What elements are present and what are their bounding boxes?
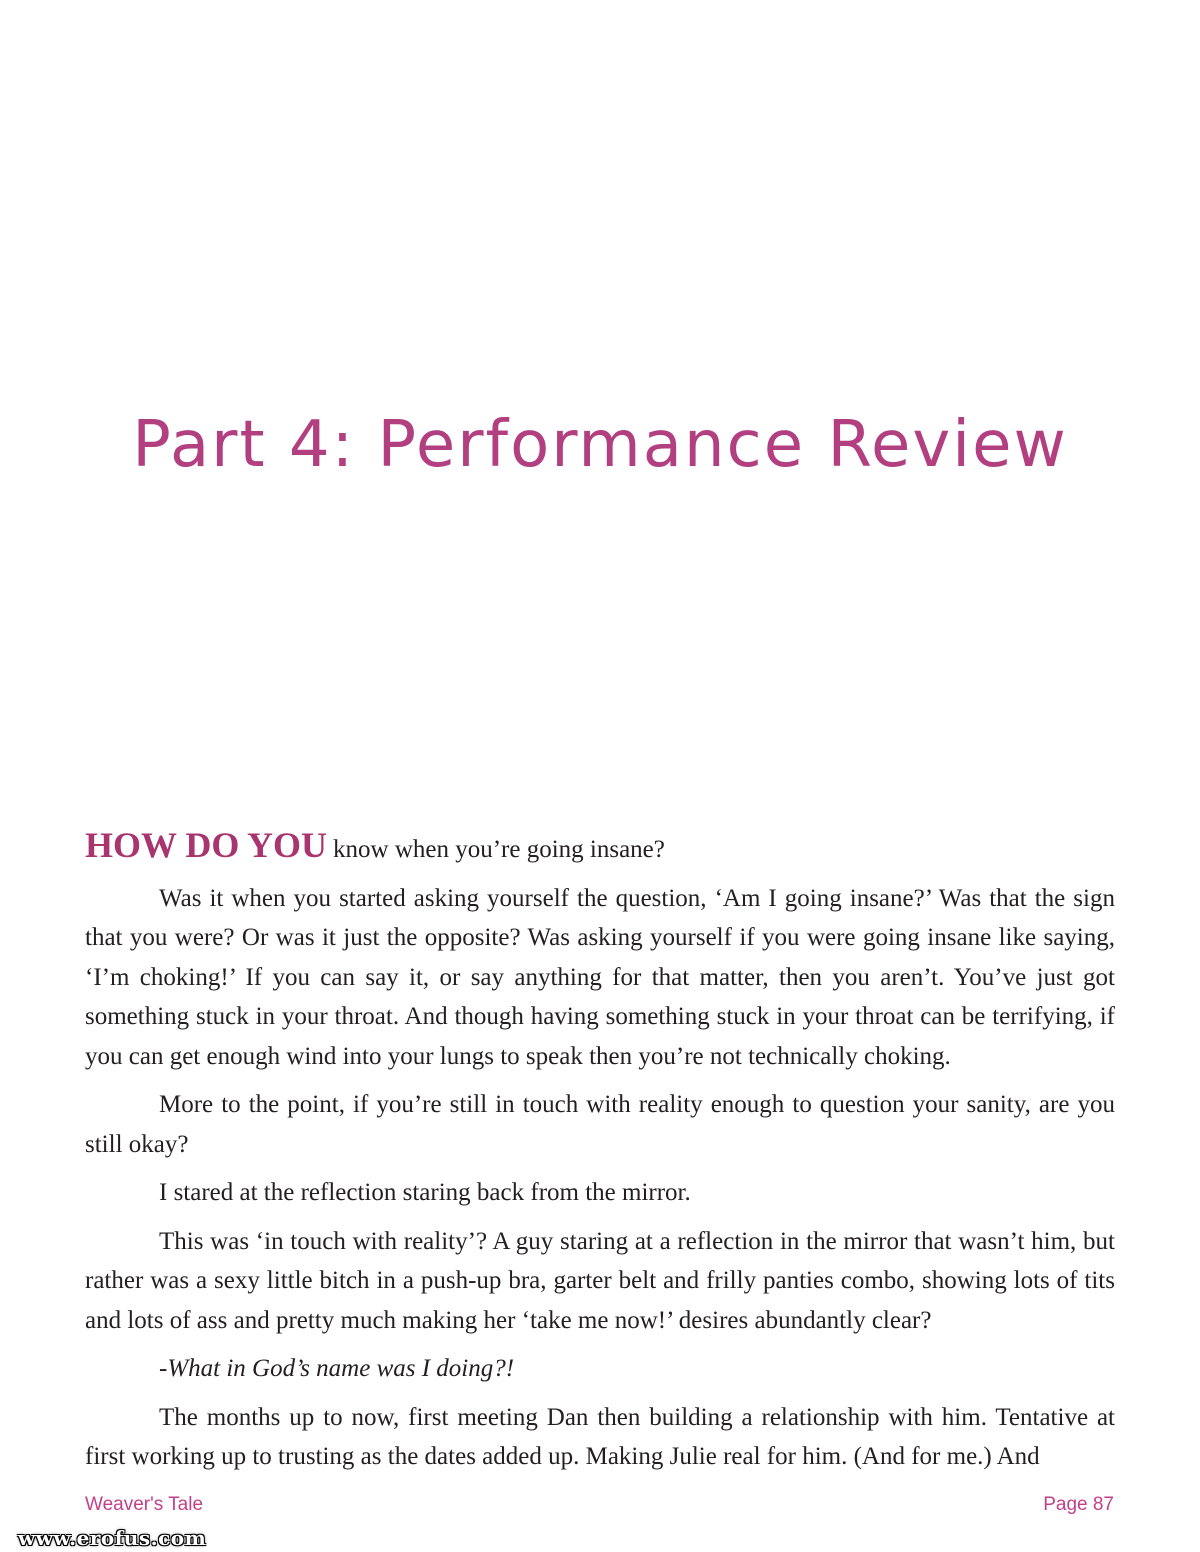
paragraph: The months up to now, first meeting Dan then building a relationship with him. Tentative at first working up to trusting as the dates added up. Making Julie real for him. (And for me.) And: [85, 1403, 1115, 1470]
footer-book-title: Weaver's Tale: [85, 1494, 204, 1515]
paragraph: I stared at the reflection staring back from the mirror.: [159, 1179, 691, 1206]
chapter-body: [85, 826, 1115, 1486]
paragraph: This was ‘in touch with reality’? A guy staring at a reflection in the mirror that wasn’t him, but rather was a sexy little bitch in a push-up bra, garter belt and frilly panties combo, showing lots of tits and lots of ass and pretty much making her ‘take me now!’ desires abundantly clear?: [85, 1227, 1115, 1334]
lead-small-caps: HOW DO YOU: [85, 825, 328, 865]
italic-thought: -What in God’s name was I doing?!: [159, 1355, 515, 1382]
site-watermark: www.erofus.com: [18, 1526, 207, 1550]
paragraph: Was it when you started asking yourself the question, ‘Am I going insane?’ Was that the sign that you were? Or was it just the opposite? Was asking yourself if you were going insane like saying, ‘I’m choking!’ If you can say it, or say anything for that matter, then you aren’t. You’ve just got something stuck in your throat. And though having something stuck in your throat can be terrifying, if you can get enough wind into your lungs to speak then you’re not technically choking.: [85, 884, 1115, 1070]
part-title: Part 4: Performance Review: [132, 408, 1068, 482]
opening-line: know when you’re going insane?: [333, 836, 665, 863]
paragraph: More to the point, if you’re still in touch with reality enough to question your sanity, are you still okay?: [85, 1091, 1115, 1158]
opening-paragraph: [85, 826, 1115, 870]
footer-page-number: Page 87: [1043, 1494, 1114, 1515]
